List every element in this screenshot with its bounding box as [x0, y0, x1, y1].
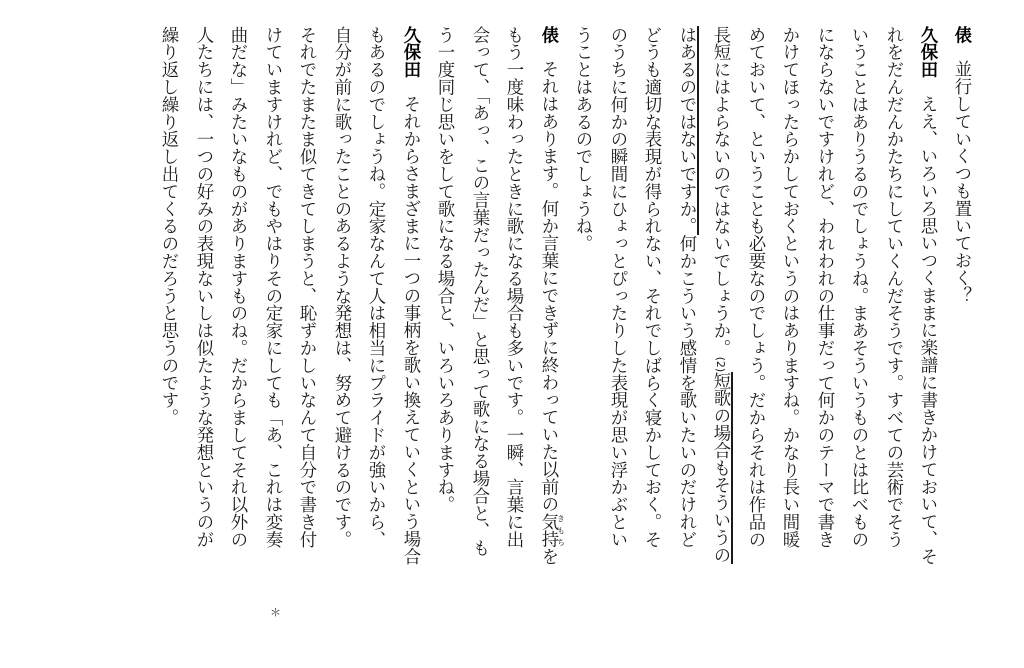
- column-text: けていますけれど、でもやはりその定家にしても「あ、これは変奏: [262, 26, 282, 548]
- text-column: [944, 26, 978, 656]
- text-column: [151, 26, 185, 656]
- column-text: かけてほったらかしておくというのはありますね。かなり長い間暖: [779, 26, 799, 548]
- column-text: めておいて、ということも必要なのでしょう。だからそれは作品の: [745, 26, 765, 548]
- column-text: 自分が前に歌ったことのあるような発想は、努めて避けるのです。: [331, 26, 351, 548]
- text-column: [289, 26, 323, 656]
- column-text: 何かこういう感情を歌いたいのだけれど: [676, 234, 696, 549]
- text-column: [738, 26, 772, 656]
- column-text: を: [538, 547, 558, 566]
- ruby-word: 気持きもち: [538, 512, 565, 548]
- column-text: いうことはありうるのでしょうね。まあそういうものとは比べもの: [848, 26, 868, 548]
- text-column: [841, 26, 875, 656]
- column-text: う一度同じ思いをして歌になる場合と、いろいろありますね。: [434, 26, 454, 514]
- column-text: もあるのでしょうね。定家なんて人は相当にプライドが強いから、: [365, 26, 385, 548]
- text-column: [462, 26, 496, 656]
- text-column: [600, 26, 634, 656]
- column-text: れをだんだんかたちにしていくんだそうです。すべての芸術でそう: [883, 26, 903, 548]
- column-text: 会って、「あっ、この言葉だったんだ」と思って歌になる場合と、も: [469, 26, 489, 557]
- column-text: のうちに何かの瞬間にひょっとぴったりした表現が思い浮かぶとい: [607, 26, 627, 548]
- column-text: にならないですけれど、われわれの仕事だって何かのテーマで書き: [814, 26, 834, 548]
- text-column: [910, 26, 944, 656]
- column-text: ええ、いろいろ思いつくままに楽譜に書きかけておいて、そ: [917, 95, 937, 566]
- text-column: [876, 26, 910, 656]
- ruby-reading: きもち: [556, 512, 565, 548]
- speaker-label: 久保田: [917, 26, 937, 79]
- column-text: それはあります。何か言葉にできずに終わっていた以前の: [538, 60, 558, 513]
- text-column: [393, 26, 427, 656]
- underlined-text: 短歌の場合もそういうの: [710, 372, 733, 563]
- text-column: [565, 26, 599, 656]
- text-column: [634, 26, 668, 656]
- column-text: 並行していくつも置いておく？: [951, 60, 971, 305]
- column-text: もう一度味わったときに歌になる場合も多いです。一瞬、言葉に出: [503, 26, 523, 548]
- speaker-label: 俵: [538, 26, 558, 44]
- text-column: [807, 26, 841, 656]
- text-column: [186, 26, 220, 656]
- text-column: [427, 26, 461, 656]
- text-column: [358, 26, 392, 656]
- underlined-text: はあるのではないですか。: [676, 26, 699, 235]
- text-column: [255, 26, 289, 656]
- column-text: 曲だな」みたいなものがありますものね。だからましてそれ以外の: [227, 26, 247, 548]
- speaker-label: 俵: [951, 26, 971, 44]
- footnote-marker: (2): [714, 356, 727, 373]
- column-text: 人たちには、一つの好みの表現ないしは似たような発想というのが: [193, 26, 213, 548]
- column-text: うことはあるのでしょうね。: [572, 26, 592, 253]
- annotation-mark: ＊: [270, 606, 281, 619]
- column-text: それでたまたま似てきてしまうと、恥ずかしいなんて自分で書き付: [296, 26, 316, 548]
- column-text: 長短にはよらないのではないでしょうか。: [710, 26, 730, 357]
- column-text: 繰り返し繰り返し出てくるのだろうと思うのです。: [158, 26, 178, 427]
- text-column: [669, 26, 703, 656]
- text-column: [772, 26, 806, 656]
- text-column: [496, 26, 530, 656]
- text-column: [703, 26, 737, 656]
- text-column: [220, 26, 254, 656]
- text-column: [531, 26, 565, 656]
- column-text: それからさまざまに一つの事柄を歌い換えていくという場合: [400, 95, 420, 566]
- speaker-label: 久保田: [400, 26, 420, 79]
- text-column: [324, 26, 358, 656]
- column-text: どうも適切な表現が得られない、それでしばらく寝かしておく。そ: [641, 26, 661, 548]
